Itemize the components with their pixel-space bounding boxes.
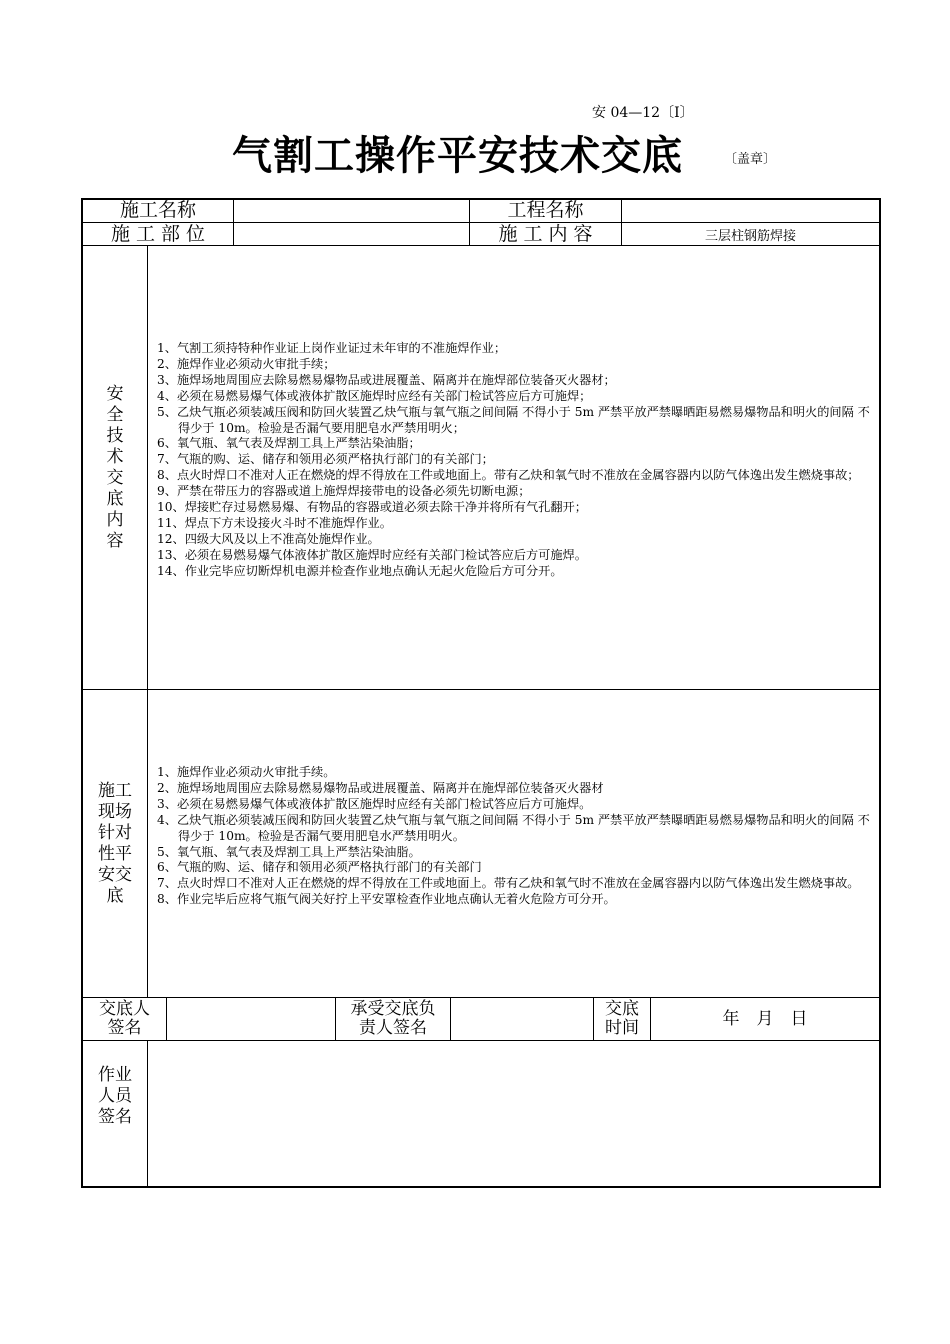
site-item: 4、乙炔气瓶必须装减压阀和防回火装置乙炔气瓶与氧气瓶之间间隔 不得小于 5m 严禁平放严禁曝晒距易燃易爆物品和明火的间隔 不得少于 10m。检验是否漏气要用肥皂水严禁用明火。 — [157, 812, 870, 843]
site-item: 2、施焊场地周围应去除易燃易爆物品或进展覆盖、隔离并在施焊部位装备灭火器材 — [157, 780, 604, 795]
site-item: 6、气瓶的购、运、储存和领用必须严格执行部门的有关部门 — [157, 860, 482, 875]
workers-signature-label-text: 作业人员签名 — [98, 1064, 132, 1127]
giver-label — [83, 998, 166, 1040]
construction-content-field[interactable]: 三层柱钢筋焊接 — [704, 228, 796, 244]
receiver-signature-field[interactable] — [451, 998, 593, 1040]
safety-item: 13、必须在易燃易爆气体液体扩散区施焊时应经有关部门检试答应后方可施焊。 — [157, 547, 587, 562]
project-name-field[interactable] — [622, 199, 879, 222]
safety-item: 9、严禁在带压力的容器或道上施焊焊接带电的设备必须先切断电源； — [157, 484, 531, 499]
time-label-text: 交底时间 — [605, 999, 639, 1038]
construction-content-label: 施 工 内 容 — [498, 222, 593, 245]
safety-item: 5、乙炔气瓶必须装减压阀和防回火装置乙炔气瓶与氧气瓶之间间隔 不得小于 5m 严禁平放严禁曝晒距易燃易爆物品和明火的间隔 不得少于 10m。检验是否漏气要用肥皂水严禁用明火； — [157, 404, 870, 435]
safety-item: 1、气割工须持特种作业证上岗作业证过未年审的不准施焊作业； — [157, 341, 507, 355]
time-label — [594, 998, 650, 1040]
safety-item: 6、氧气瓶、氧气表及焊割工具上严禁沾染油脂； — [157, 436, 421, 451]
row-divider — [82, 689, 880, 690]
safety-item: 3、施焊场地周围应去除易燃易爆物品或进展覆盖、隔离并在施焊部位装备灭火器材； — [157, 372, 616, 387]
site-disclosure-label — [83, 690, 147, 997]
safety-item: 11、焊点下方未设接火斗时不准施焊作业。 — [157, 515, 392, 530]
safety-disclosure-label-text: 安全技术交底内容 — [106, 383, 124, 551]
date-field[interactable]: 年 月 日 — [722, 1008, 808, 1029]
safety-item: 12、四级大风及以上不准高处施焊作业。 — [157, 531, 380, 546]
safety-disclosure-label — [83, 246, 147, 689]
site-items-list — [157, 765, 879, 908]
workers-signature-field[interactable] — [148, 1041, 879, 1187]
site-item: 5、氧气瓶、氧气表及焊割工具上严禁沾染油脂。 — [157, 844, 421, 859]
construction-part-label: 施 工 部 位 — [110, 222, 206, 245]
safety-item: 14、作业完毕应切断焊机电源并检查作业地点确认无起火危险后方可分开。 — [157, 563, 563, 578]
giver-label-text: 交底人签名 — [99, 999, 150, 1038]
safety-item: 4、必须在易燃易爆气体或液体扩散区施焊时应经有关部门检试答应后方可施焊； — [157, 388, 592, 403]
safety-item: 7、气瓶的购、运、储存和领用必须严格执行部门的有关部门； — [157, 452, 494, 467]
receiver-label-text: 承受交底负责人签名 — [350, 999, 436, 1038]
workers-signature-label — [83, 1041, 147, 1151]
project-name-label: 工程名称 — [507, 199, 584, 222]
construction-part-field[interactable] — [234, 223, 469, 245]
seal-note: 〔盖章〕 — [724, 152, 777, 167]
document-code: 安 04—12〔I〕 — [592, 105, 694, 121]
site-item: 3、必须在易燃易爆气体或液体扩散区施焊时应经有关部门检试答应后方可施焊。 — [157, 796, 592, 811]
row-divider — [82, 245, 880, 246]
giver-signature-field[interactable] — [167, 998, 335, 1040]
col-divider — [147, 245, 148, 997]
construction-name-field[interactable] — [234, 199, 469, 222]
safety-item: 10、焊接贮存过易燃易爆、有物品的容器或道必须去除干净并将所有气孔翻开； — [157, 500, 587, 515]
site-item: 7、点火时焊口不准对人正在燃烧的焊不得放在工件或地面上。带有乙炔和氧气时不准放在金属容器内以防气体逸出发生燃烧事故。 — [157, 876, 860, 891]
document-title: 气割工操作平安技术交底 — [232, 133, 683, 179]
construction-name-label: 施工名称 — [119, 199, 196, 222]
site-item: 8、作业完毕后应将气瓶气阀关好拧上平安罩检查作业地点确认无着火危险方可分开。 — [157, 892, 616, 907]
safety-item: 8、点火时焊口不准对人正在燃烧的焊不得放在工件或地面上。带有乙炔和氧气时不准放在金属容器内以防气体逸出发生燃烧事故； — [157, 468, 860, 483]
safety-items-list — [157, 341, 879, 580]
site-item: 1、施焊作业必须动火审批手续。 — [157, 765, 336, 779]
site-disclosure-label-text: 施工现场针对性平安交底 — [98, 780, 132, 906]
safety-item: 2、施焊作业必须动火审批手续； — [157, 356, 336, 371]
receiver-label — [336, 998, 450, 1040]
